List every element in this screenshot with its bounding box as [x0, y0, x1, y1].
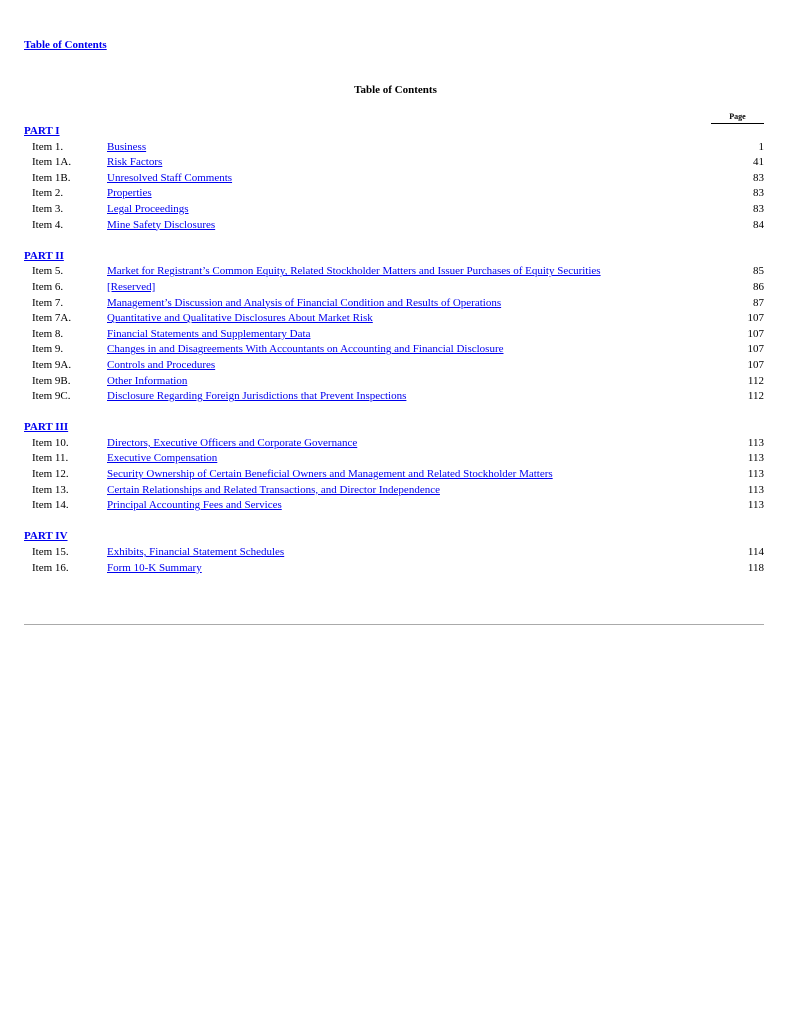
- toc-row: [24, 358, 764, 374]
- page-number: 113: [747, 468, 764, 481]
- item-link[interactable]: Changes in and Disagreements With Accountants on Accounting and Financial Disclosure: [107, 343, 504, 356]
- item-link[interactable]: Security Ownership of Certain Beneficial Owners and Management and Related Stockholder Matters: [107, 468, 553, 481]
- item-number: Item 5.: [32, 265, 64, 278]
- page-number: 85: [753, 265, 764, 278]
- page-number: 107: [747, 312, 764, 325]
- item-number: Item 16.: [32, 561, 69, 574]
- item-link[interactable]: Business: [107, 140, 147, 153]
- item-number: Item 6.: [32, 280, 64, 293]
- item-link[interactable]: Market for Registrant’s Common Equity, Related Stockholder Matters and Issuer Purchases of Equity Securities: [107, 265, 601, 278]
- item-link[interactable]: Executive Compensation: [107, 452, 218, 465]
- item-number: Item 7A.: [32, 312, 72, 325]
- page-divider: [24, 624, 764, 625]
- toc-row: [24, 296, 764, 312]
- page-number: 87: [753, 296, 764, 309]
- part-link[interactable]: PART I: [24, 125, 60, 137]
- item-number: Item 1B.: [32, 171, 71, 184]
- toc-row: [24, 264, 764, 280]
- item-number: Item 4.: [32, 218, 64, 231]
- item-number: Item 10.: [32, 436, 69, 449]
- toc-row: [24, 389, 764, 405]
- page-number: 83: [753, 202, 764, 215]
- toc-row: [24, 467, 764, 483]
- item-link[interactable]: Legal Proceedings: [107, 202, 189, 215]
- part-link[interactable]: PART II: [24, 249, 64, 262]
- page-number: 86: [753, 280, 764, 293]
- item-link[interactable]: Controls and Procedures: [107, 358, 216, 371]
- toc-row: [24, 374, 764, 390]
- item-link[interactable]: Certain Relationships and Related Transactions, and Director Independence: [107, 483, 440, 496]
- toc-part: [24, 529, 764, 576]
- item-link[interactable]: Risk Factors: [107, 156, 163, 169]
- toc-table: [24, 124, 764, 576]
- toc-row: [24, 498, 764, 514]
- toc-part: [24, 249, 764, 405]
- item-number: Item 12.: [32, 468, 69, 481]
- toc-row: [24, 140, 764, 156]
- item-number: Item 9A.: [32, 358, 72, 371]
- page-number: 113: [747, 483, 764, 496]
- item-number: Item 11.: [32, 452, 69, 465]
- toc-row: [24, 436, 764, 452]
- item-number: Item 8.: [32, 327, 64, 340]
- item-number: Item 15.: [32, 546, 69, 559]
- table-of-contents-top-link[interactable]: Table of Contents: [24, 39, 107, 51]
- item-link[interactable]: Management’s Discussion and Analysis of Financial Condition and Results of Operations: [107, 296, 502, 309]
- toc-row: [24, 171, 764, 187]
- toc-part: [24, 420, 764, 514]
- part-link[interactable]: PART IV: [24, 530, 68, 543]
- item-number: Item 14.: [32, 499, 69, 512]
- page-number: 1: [758, 140, 764, 153]
- item-link[interactable]: [Reserved]: [107, 280, 156, 293]
- page-number: 112: [747, 390, 764, 403]
- toc-row: [24, 311, 764, 327]
- page-number: 114: [747, 546, 764, 559]
- item-link[interactable]: Financial Statements and Supplementary Data: [107, 327, 311, 340]
- page-number: 84: [753, 218, 764, 231]
- page-number: 113: [747, 436, 764, 449]
- toc-row: [24, 561, 764, 577]
- page-number: 113: [747, 499, 764, 512]
- page-number: 83: [753, 187, 764, 200]
- item-number: Item 9B.: [32, 374, 71, 387]
- item-link[interactable]: Quantitative and Qualitative Disclosures About Market Risk: [107, 312, 373, 325]
- item-number: Item 9C.: [32, 390, 71, 403]
- item-link[interactable]: Properties: [107, 187, 152, 200]
- page-number: 118: [747, 561, 764, 574]
- toc-row: [24, 545, 764, 561]
- toc-row: [24, 218, 764, 234]
- toc-row: [24, 202, 764, 218]
- page-column-header: Page: [711, 112, 764, 124]
- item-number: Item 9.: [32, 343, 64, 356]
- page-number: 107: [747, 327, 764, 340]
- toc-row: [24, 483, 764, 499]
- part-link[interactable]: PART III: [24, 421, 69, 434]
- toc-row: [24, 327, 764, 343]
- toc-row: [24, 186, 764, 202]
- item-link[interactable]: Mine Safety Disclosures: [107, 218, 216, 231]
- page-number: 107: [747, 343, 764, 356]
- page-number: 83: [753, 171, 764, 184]
- item-number: Item 1.: [32, 140, 64, 153]
- toc-row: [24, 451, 764, 467]
- toc-row: [24, 280, 764, 296]
- page-number: 113: [747, 452, 764, 465]
- item-link[interactable]: Unresolved Staff Comments: [107, 171, 233, 184]
- item-link[interactable]: Disclosure Regarding Foreign Jurisdictions that Prevent Inspections: [107, 390, 407, 403]
- item-number: Item 3.: [32, 202, 64, 215]
- item-number: Item 1A.: [32, 156, 72, 169]
- toc-part: [24, 124, 764, 233]
- item-link[interactable]: Principal Accounting Fees and Services: [107, 499, 282, 512]
- item-link[interactable]: Directors, Executive Officers and Corporate Governance: [107, 436, 358, 449]
- item-link[interactable]: Exhibits, Financial Statement Schedules: [107, 546, 285, 559]
- document-title: Table of Contents: [354, 84, 437, 96]
- toc-row: [24, 342, 764, 358]
- page-number: 41: [753, 156, 764, 169]
- item-link[interactable]: Other Information: [107, 374, 188, 387]
- item-number: Item 13.: [32, 483, 69, 496]
- page-number: 112: [747, 374, 764, 387]
- item-number: Item 7.: [32, 296, 64, 309]
- item-link[interactable]: Form 10-K Summary: [107, 561, 202, 574]
- item-number: Item 2.: [32, 187, 64, 200]
- page-number: 107: [747, 358, 764, 371]
- toc-row: [24, 155, 764, 171]
